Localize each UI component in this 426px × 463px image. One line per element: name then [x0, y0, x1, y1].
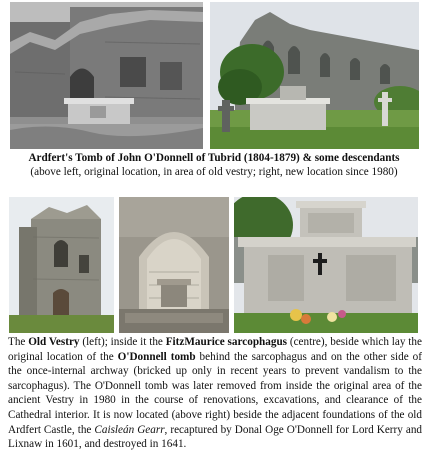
top-caption-title: Ardfert's Tomb of John O'Donnell of Tubrid (1804-1879) & some descendants	[28, 152, 400, 164]
body-text-2: (left); inside it the	[79, 336, 166, 348]
new-location-photo	[210, 2, 419, 149]
old-vestry-photo	[9, 197, 114, 333]
new-location-image	[210, 2, 419, 149]
caislean-gearr-label: Caisleán Gearr	[94, 423, 165, 436]
old-location-photo	[10, 2, 203, 149]
top-caption	[8, 151, 420, 179]
tomb-closeup-image	[234, 197, 418, 333]
body-text-3: (centre), beside which lay the original location of the	[8, 336, 422, 363]
body-text-1: The	[8, 336, 29, 348]
body-text-5: , recaptured by Donal Oge O'Donnell for Lord Kerry and Lixnaw in 1601, and destroyed in 1641.	[8, 423, 423, 451]
top-caption-subtitle: (above left, original location, in area of old vestry; right, new location since 1980)	[30, 166, 398, 178]
odonnell-tomb-label: O'Donnell tomb	[117, 350, 196, 363]
old-vestry-label: Old Vestry	[28, 336, 80, 348]
tomb-closeup-photo	[234, 197, 418, 333]
old-location-image	[10, 2, 203, 149]
body-paragraph	[8, 335, 422, 452]
fitzmaurice-sarcophagus-label: FitzMaurice sarcophagus	[165, 336, 288, 348]
old-vestry-image	[9, 197, 114, 333]
sarcophagus-photo	[119, 197, 229, 333]
sarcophagus-image	[119, 197, 229, 333]
body-text-4: behind the sarcophagus and on the other side of the once-internal archway (bricked up only in recent years to prevent vandalism to the sarcophagus). The O'Donnell tomb was later removed from inside the original area of the ancient Vestry in 1980 in the course of renovations, excavations, and clearance of the Cathedral interior. It is now located (above right) beside the adjacent foundations of the old Ardfert Castle, the	[8, 350, 422, 436]
